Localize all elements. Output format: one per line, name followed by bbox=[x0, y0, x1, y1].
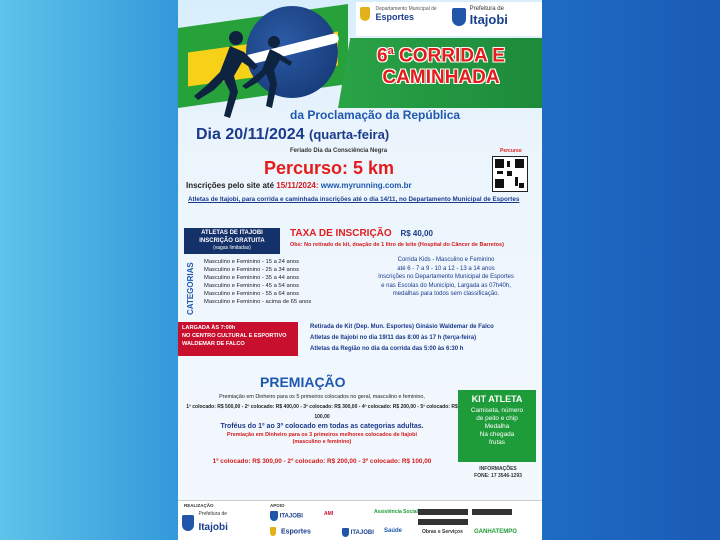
event-poster bbox=[178, 0, 542, 540]
contact-info bbox=[460, 466, 536, 480]
footer-prefeitura-label: Prefeitura de bbox=[198, 511, 228, 517]
info-phone: FONE: 17 3546-1293 bbox=[474, 473, 522, 479]
footer-esportes-logo bbox=[270, 527, 311, 536]
kit-pickup-info bbox=[310, 322, 494, 355]
esportes-dept-label: Departamento Municipal de bbox=[375, 6, 437, 12]
edition-suffix: a bbox=[387, 45, 394, 57]
event-title bbox=[346, 40, 536, 89]
start-line-3: WALDEMAR DE FALCO bbox=[182, 341, 245, 347]
footer-obras-label: Obras e Serviços bbox=[422, 529, 463, 535]
footer-social-logo bbox=[374, 509, 418, 515]
footer-ganhatempo-logo bbox=[474, 529, 517, 535]
category-item: Masculino e Feminino - 15 a 24 anos bbox=[204, 259, 300, 265]
start-info-box bbox=[178, 322, 298, 356]
trophy-icon bbox=[360, 7, 370, 21]
footer-obras-logo bbox=[422, 529, 463, 535]
footer-social-label: Assistência Social bbox=[374, 509, 418, 515]
start-line-2: NO CENTRO CULTURAL E ESPORTIVO bbox=[182, 333, 287, 339]
footer-realizacao-label: REALIZAÇÃO bbox=[184, 503, 214, 508]
categories-label: CATEGORIAS bbox=[186, 262, 195, 316]
route-distance: Percurso: 5 km bbox=[264, 158, 395, 178]
fee-note: Obs: No retirado de kit, doação de 1 litro de leite (Hospital do Câncer de Barretos) bbox=[290, 242, 504, 248]
city-shield-icon bbox=[342, 528, 349, 537]
athlete-kit-box bbox=[458, 390, 536, 462]
categories-list bbox=[204, 258, 311, 306]
kids-line: e nas Escolas do Município, Largada as 07h40h, bbox=[381, 282, 511, 289]
footer-city-small-2: ITAJOBI bbox=[350, 530, 374, 537]
kit-contents bbox=[458, 407, 536, 447]
footer-ami-logo bbox=[324, 511, 333, 517]
holiday-note: Feriado Dia da Consciência Negra bbox=[290, 148, 388, 154]
city-shield-icon bbox=[270, 511, 278, 521]
footer-esportes-label: Esportes bbox=[280, 528, 311, 536]
kit-title: KIT ATLETA bbox=[471, 394, 523, 404]
registration-prefix: Inscrições pelo site até bbox=[186, 181, 277, 190]
footer-sponsor-strip bbox=[418, 519, 468, 525]
footer-saude-logo bbox=[384, 528, 402, 534]
event-subtitle: da Proclamação da República bbox=[290, 108, 461, 122]
category-item: Masculino e Feminino - 35 a 44 anos bbox=[204, 275, 300, 281]
prizes-details bbox=[186, 392, 458, 446]
registration-line bbox=[186, 181, 412, 190]
kit-pickup-line: Atletas de Itajobi no dia 19/11 das 8:00 às 17 h (terça-feira) bbox=[310, 335, 477, 341]
fee-price: R$ 40,00 bbox=[400, 229, 433, 238]
kids-line: Corrida Kids - Masculino e Feminino bbox=[397, 257, 495, 263]
footer-ami-label: AMI bbox=[324, 511, 334, 517]
kit-item: frutas bbox=[489, 439, 505, 446]
footer-itajobi-small-logo bbox=[270, 511, 303, 521]
city-label: Itajobi bbox=[469, 12, 508, 27]
local-athletes-box bbox=[184, 228, 280, 254]
sponsor-logos-header bbox=[356, 2, 542, 36]
qr-code[interactable] bbox=[492, 156, 528, 192]
edition-number: 6 bbox=[377, 45, 388, 67]
city-shield-icon bbox=[452, 8, 466, 26]
esportes-logo bbox=[360, 6, 437, 22]
registration-deadline: 15/11/2024: bbox=[276, 181, 321, 190]
category-item: Masculino e Feminino - 45 a 54 anos bbox=[204, 283, 300, 289]
prefeitura-label: Prefeitura de bbox=[469, 6, 504, 12]
kit-pickup-line: Atletas da Região no dia da corrida das 5:00 às 6:30 h bbox=[310, 346, 464, 352]
kids-line: Inscrições no Departamento Municipal de Esportes bbox=[378, 274, 514, 280]
kids-line: até 6 - 7 a 9 - 10 a 12 - 13 a 14 anos bbox=[397, 265, 495, 272]
trophy-icon bbox=[270, 527, 276, 536]
kit-item: Na chegada bbox=[479, 431, 515, 438]
footer-sponsor-strip bbox=[418, 509, 468, 515]
prizes-local-gender: (masculino e feminino) bbox=[292, 439, 352, 445]
prizes-trophies: Troféus do 1º ao 3º colocado em todas as categorias adultas. bbox=[220, 423, 424, 430]
title-line-2: CAMINHADA bbox=[382, 67, 500, 89]
registration-url-link[interactable]: www.myrunning.com.br bbox=[320, 181, 412, 190]
esportes-label: Esportes bbox=[375, 12, 415, 22]
category-item: Masculino e Feminino - acima de 65 anos bbox=[204, 299, 312, 305]
footer-prefeitura-logo bbox=[182, 511, 228, 535]
local-box-line-3: (vagas limitadas) bbox=[213, 245, 251, 251]
category-item: Masculino e Feminino - 25 a 34 anos bbox=[204, 267, 300, 273]
kit-item: de peito e chip bbox=[476, 415, 518, 422]
footer-itajobi-logo-2 bbox=[342, 528, 374, 537]
fee-heading bbox=[290, 228, 433, 239]
kit-pickup-line: Retirada de Kit (Dep. Mun. Esportes) Ginásio Waldemar de Falco bbox=[310, 324, 494, 330]
local-registration-note: Atletas de Itajobi, para corrida e caminhada inscrições até o dia 14/11, no Departamento Municipal de Esportes bbox=[188, 196, 520, 203]
kit-item: Medalha bbox=[484, 423, 510, 430]
prizes-general-values: 1º colocado: R$ 500,00 - 2º colocado: R$ 400,00 - 3º colocado: R$ 300,00 - 4º colocado: R$ 200,00 - 5º colocado: R$ 100,00 bbox=[186, 404, 458, 420]
date-main: Dia 20/11/2024 bbox=[196, 126, 305, 143]
footer-ganhatempo-label: GANHATEMPO bbox=[474, 529, 517, 535]
kit-item: Camiseta, número bbox=[470, 407, 524, 414]
sponsors-footer bbox=[178, 500, 542, 540]
kids-race-info bbox=[356, 256, 536, 299]
info-label: INFORMAÇÕES bbox=[479, 466, 517, 472]
title-line-1: CORRIDA E bbox=[399, 45, 505, 67]
event-date bbox=[196, 126, 389, 144]
prizes-line: Premiação em Dinheiro para os 5 primeiros colocados no geral, masculino e feminino, bbox=[219, 394, 425, 400]
prefeitura-logo bbox=[452, 6, 508, 27]
kids-line: medalhas para todos sem classificação. bbox=[392, 291, 500, 297]
footer-apoio-label: APOIO bbox=[270, 503, 285, 508]
qr-label: Percurso bbox=[500, 148, 522, 154]
fee-label: TAXA DE INSCRIÇÃO bbox=[290, 228, 392, 239]
city-shield-icon bbox=[182, 515, 194, 531]
footer-city-label: Itajobi bbox=[198, 522, 228, 533]
footer-sponsor-strip bbox=[472, 509, 512, 515]
prizes-local-note: Premiação em Dinheiro para os 3 primeiros melhores colocados de Itajobi bbox=[227, 432, 417, 438]
footer-city-small: ITAJOBI bbox=[279, 513, 303, 520]
start-line-1: LARGADA ÀS 7:00h bbox=[182, 325, 236, 331]
local-box-line-2: INSCRIÇÃO GRATUITA bbox=[199, 237, 265, 244]
footer-saude-label: Saúde bbox=[384, 528, 403, 534]
prizes-heading: PREMIAÇÃO bbox=[260, 374, 346, 390]
date-weekday: (quarta-feira) bbox=[309, 127, 390, 142]
prizes-local-values: 1º colocado: R$ 300,00 - 2º colocado: R$ 200,00 - 3º colocado: R$ 100,00 bbox=[212, 458, 432, 465]
category-item: Masculino e Feminino - 55 a 64 anos bbox=[204, 291, 300, 297]
runners-icon bbox=[184, 26, 304, 126]
local-box-line-1: ATLETAS DE ITAJOBI bbox=[201, 230, 263, 236]
